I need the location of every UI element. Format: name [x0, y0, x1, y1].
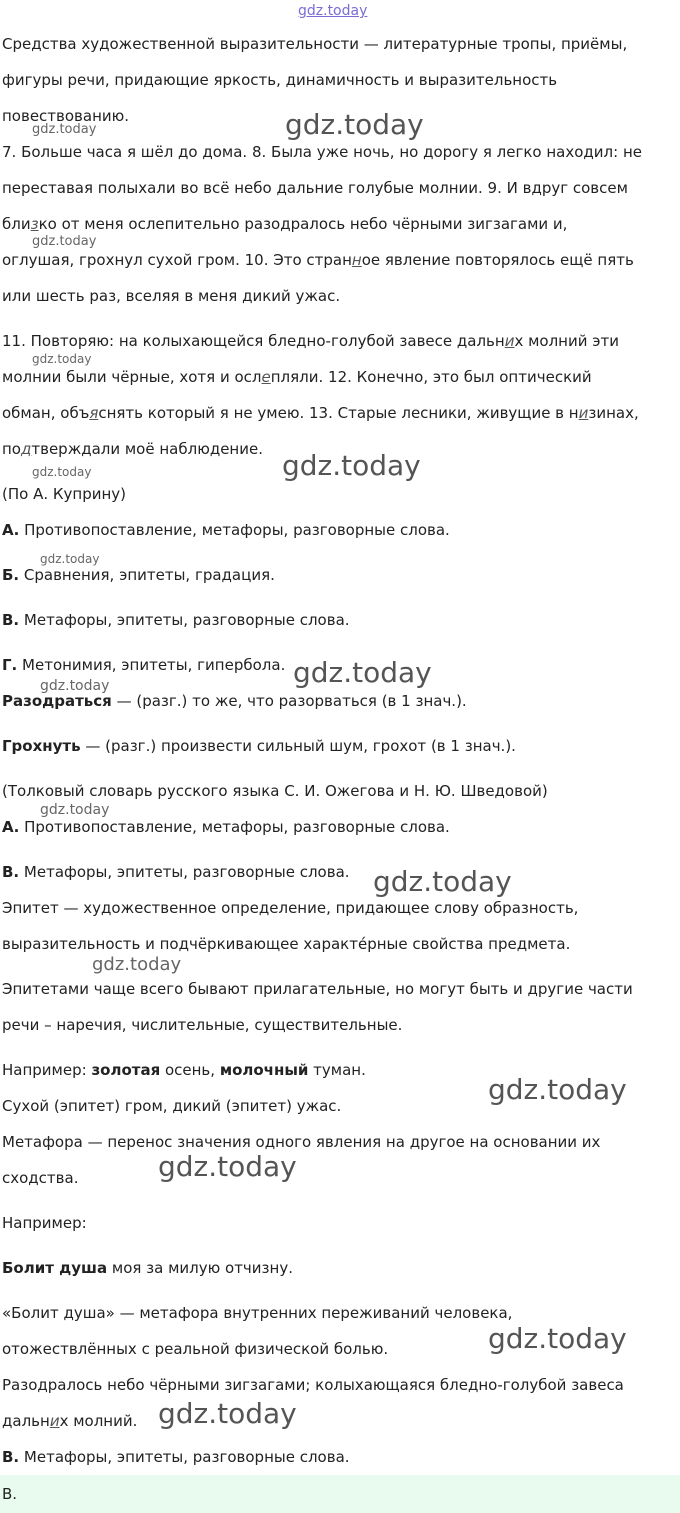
watermark: gdz.today	[32, 465, 92, 479]
epithet-line-3: Эпитетами чаще всего бывают прилагательные, но могут быть и другие части	[2, 980, 633, 998]
watermark-top: gdz.today	[298, 3, 368, 19]
option-b: Б. Сравнения, эпитеты, градация.	[2, 566, 275, 584]
text-line-8: обман, объяснять который я не умею. 13. Старые лесники, живущие в низинах,	[2, 404, 639, 422]
metaphor-answer: В. Метафоры, эпитеты, разговорные слова.	[2, 1448, 350, 1466]
watermark: gdz.today	[40, 678, 110, 694]
text-line-6: 11. Повторяю: на колыхающейся бледно-голубой завесе дальних молний эти	[2, 332, 619, 350]
watermark: gdz.today	[488, 1322, 627, 1355]
dictionary-note: (Толковый словарь русского языка С. И. Ожегова и Н. Ю. Шведовой)	[2, 782, 548, 800]
watermark: gdz.today	[373, 865, 512, 898]
definition-1: Разодраться — (разг.) то же, что разорваться (в 1 знач.).	[2, 692, 467, 710]
final-answer: В.	[2, 1485, 18, 1503]
highlighted-letter: з	[30, 215, 39, 233]
watermark: gdz.today	[92, 954, 182, 975]
metaphor-explain-1: «Болит душа» — метафора внутренних переживаний человека,	[2, 1304, 513, 1322]
intro-line-2: фигуры речи, придающие яркость, динамичность и выразительность	[2, 71, 558, 89]
watermark: gdz.today	[285, 108, 424, 141]
metaphor-line-1: Метафора — перенос значения одного явления на другое на основании их	[2, 1133, 601, 1151]
metaphor-line-2: сходства.	[2, 1169, 79, 1187]
text-line-7: молнии были чёрные, хотя и ослепляли. 12. Конечно, это был оптический	[2, 368, 592, 386]
text-line-3: близко от меня ослепительно разодралось небо чёрными зигзагами и,	[2, 215, 568, 233]
text-line-2: переставая полыхали во всё небо дальние голубые молнии. 9. И вдруг совсем	[2, 179, 628, 197]
watermark: gdz.today	[32, 234, 97, 249]
text-line-5: или шесть раз, вселяя в меня дикий ужас.	[2, 287, 341, 305]
watermark: gdz.today	[158, 1397, 297, 1430]
epithet-line-1: Эпитет — художественное определение, придающее слову образность,	[2, 899, 579, 917]
intro-line-1: Средства художественной выразительности — литературные тропы, приёмы,	[2, 35, 628, 53]
metaphor-explain-2: отожествлённых с реальной физической болью.	[2, 1340, 389, 1358]
source-note: (По А. Куприну)	[2, 485, 127, 503]
answer-bar	[0, 1475, 680, 1513]
definition-2: Грохнуть — (разг.) произвести сильный шум, грохот (в 1 знач.).	[2, 737, 516, 755]
watermark: gdz.today	[293, 656, 432, 689]
highlighted-letter: н	[351, 251, 362, 269]
metaphor-line-8: дальних молний.	[2, 1412, 138, 1430]
epithet-example: Например: золотая осень, молочный туман.	[2, 1061, 366, 1079]
highlighted-letter: е	[261, 368, 271, 386]
highlighted-letter: я	[89, 404, 99, 422]
answer-v: В. Метафоры, эпитеты, разговорные слова.	[2, 863, 350, 881]
option-g: Г. Метонимия, эпитеты, гипербола.	[2, 656, 286, 674]
epithet-line-2: выразительность и подчёркивающее характéрные свойства предмета.	[2, 935, 571, 953]
watermark: gdz.today	[32, 122, 97, 137]
intro-line-3: повествованию.	[2, 107, 130, 125]
answer-a: А. Противопоставление, метафоры, разговорные слова.	[2, 818, 450, 836]
watermark: gdz.today	[32, 352, 92, 366]
highlighted-letter: д	[20, 440, 32, 458]
watermark: gdz.today	[282, 449, 421, 482]
text-line-1: 7. Больше часа я шёл до дома. 8. Была уже ночь, но дорогу я легко находил: не	[2, 143, 642, 161]
epithet-line-4: речи – наречия, числительные, существительные.	[2, 1016, 403, 1034]
watermark: gdz.today	[40, 552, 100, 566]
highlighted-letter: и	[504, 332, 515, 350]
text-line-4: оглушая, грохнул сухой гром. 10. Это странное явление повторялось ещё пять	[2, 251, 634, 269]
metaphor-line-7: Разодралось небо чёрными зигзагами; колыхающаяся бледно-голубой завеса	[2, 1376, 624, 1394]
metaphor-example: Болит душа моя за милую отчизну.	[2, 1259, 293, 1277]
metaphor-line-3: Например:	[2, 1214, 87, 1232]
option-v: В. Метафоры, эпитеты, разговорные слова.	[2, 611, 350, 629]
watermark: gdz.today	[40, 802, 110, 818]
text-line-9: подтверждали моё наблюдение.	[2, 440, 263, 458]
highlighted-letter: и	[578, 404, 589, 422]
watermark: gdz.today	[488, 1073, 627, 1106]
epithet-example-2: Сухой (эпитет) гром, дикий (эпитет) ужас.	[2, 1097, 342, 1115]
watermark: gdz.today	[158, 1150, 297, 1183]
option-a: А. Противопоставление, метафоры, разговорные слова.	[2, 521, 450, 539]
highlighted-letter: и	[49, 1412, 60, 1430]
